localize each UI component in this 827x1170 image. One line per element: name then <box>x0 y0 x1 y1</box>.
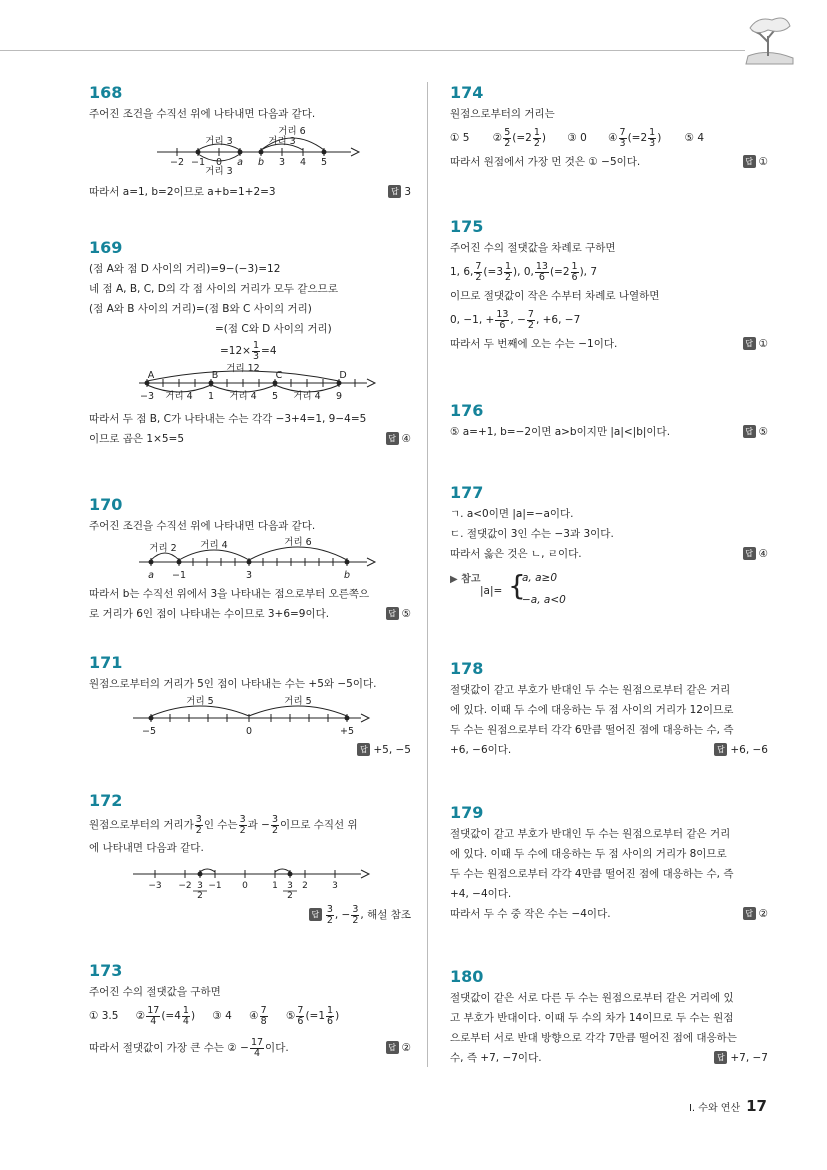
answer <box>714 1048 768 1068</box>
answer <box>388 182 411 202</box>
answer-mark-icon: 답 <box>743 547 756 560</box>
solution-line: 고 부호가 반대이다. 이때 두 수의 차가 14이므로 두 수는 원점 <box>450 1012 734 1024</box>
answer <box>357 740 411 760</box>
solution-line: 절댓값이 같은 서로 다른 두 수는 원점으로부터 같은 거리에 있 <box>450 992 734 1004</box>
answer-value: ① <box>758 156 768 168</box>
choice: ) <box>190 1010 196 1022</box>
choice: ④ <box>249 1010 259 1022</box>
answer <box>743 422 768 442</box>
denominator: 2 <box>505 271 512 283</box>
choice: ④ <box>608 132 618 144</box>
tree-illustration-icon <box>738 8 798 68</box>
choice: (=2 <box>512 132 532 144</box>
problem-179 <box>450 802 768 924</box>
fraction <box>571 262 579 283</box>
distance-label: 거리 2 <box>149 543 177 554</box>
numerator: 17 <box>147 1004 160 1016</box>
solution-text: 따라서 옳은 것은 ㄴ, ㄹ이다. <box>450 548 582 560</box>
answer-value: ⑤ <box>758 426 768 438</box>
tick-label: 2 <box>287 891 293 901</box>
answer-mark-icon: 답 <box>743 907 756 920</box>
solution-text: 인 수는 <box>203 819 238 831</box>
fraction <box>252 341 260 362</box>
denominator: 4 <box>253 1047 261 1059</box>
denominator: 3 <box>619 137 626 149</box>
solution-line: +4, −4이다. <box>450 888 512 900</box>
problem-172 <box>89 790 411 928</box>
distance-label: 거리 4 <box>293 391 321 402</box>
solution-text: 따라서 a=1, b=2이므로 a+b=1+2=3 <box>89 186 276 198</box>
solution-text: 따라서 두 번째에 오는 수는 −1이다. <box>450 338 618 350</box>
answer <box>743 904 768 924</box>
fraction <box>619 128 627 149</box>
solution-line: ㄷ. 절댓값이 3인 수는 −3과 3이다. <box>450 528 614 540</box>
numerator: 3 <box>271 813 278 825</box>
solution-text: 따라서 절댓값이 가장 큰 수는 ② − <box>89 1042 249 1054</box>
solution-line <box>89 812 411 838</box>
tick-label: b <box>257 157 265 168</box>
tick-label: +5 <box>339 726 355 737</box>
solution-text: 수, 즉 +7, −7이다. <box>450 1052 542 1064</box>
tick-label: 0 <box>245 726 253 737</box>
answer-mark-icon: 답 <box>743 337 756 350</box>
problem-number: 172 <box>89 791 123 810</box>
problem-170 <box>89 494 411 624</box>
tick-label: a <box>237 157 243 168</box>
distance-label: 거리 6 <box>278 126 306 137</box>
answer-value: ② <box>758 908 768 920</box>
answer-value: +7, −7 <box>730 1052 768 1064</box>
denominator: 3 <box>649 137 656 149</box>
solution-text: 이므로 곱은 1×5=5 <box>89 433 185 445</box>
numerator: 13 <box>496 308 509 320</box>
tick-label: a <box>148 570 154 581</box>
fraction <box>250 1038 264 1059</box>
answer-mark-icon: 답 <box>388 185 401 198</box>
fraction <box>182 1006 190 1027</box>
solution-line <box>450 544 768 564</box>
page-footer <box>689 1097 767 1115</box>
solution-line <box>89 182 411 202</box>
solution-line <box>450 306 768 334</box>
choice: (=1 <box>305 1010 326 1022</box>
answer-value: , 해설 참조 <box>360 909 411 921</box>
note-case: −a, a<0 <box>522 594 566 606</box>
tick-label: 5 <box>320 157 328 168</box>
numerator: 17 <box>250 1036 264 1048</box>
solution-line: =(점 C와 D 사이의 거리) <box>215 323 332 335</box>
solution-line: 따라서 두 점 B, C가 나타내는 수는 각각 −3+4=1, 9−4=5 <box>89 413 367 425</box>
distance-label: 거리 6 <box>284 537 312 548</box>
solution-text: , +6, −7 <box>535 314 581 326</box>
solution-text: =12× <box>220 345 251 357</box>
solution-line: 에 있다. 이때 두 수에 대응하는 두 점 사이의 거리가 8이므로 <box>450 848 727 860</box>
tick-label: −2 <box>178 881 192 891</box>
tick-label: 3 <box>245 570 253 581</box>
denominator: 2 <box>352 914 359 926</box>
tick-label: 0 <box>215 157 223 168</box>
problem-number: 180 <box>450 967 484 986</box>
solution-line <box>450 258 768 286</box>
choice: ) <box>657 132 662 144</box>
choices-line <box>450 124 768 152</box>
solution-text: ), 7 <box>579 266 598 278</box>
choice: ③ 0 <box>567 132 587 144</box>
denominator: 8 <box>260 1015 267 1027</box>
numerator: 1 <box>571 260 578 272</box>
numerator: 1 <box>649 126 656 138</box>
numerator: 5 <box>504 126 511 138</box>
tick-label: −1 <box>190 157 206 168</box>
problem-176 <box>450 400 768 442</box>
fraction <box>474 262 482 283</box>
problem-175 <box>450 216 768 354</box>
choice: ② <box>135 1010 146 1022</box>
tick-label: 2 <box>197 891 203 901</box>
fraction <box>296 1006 304 1027</box>
answer <box>386 604 411 624</box>
answer-value: ② <box>401 1042 411 1054</box>
solution-line: (점 A와 B 사이의 거리)=(점 B와 C 사이의 거리) <box>89 303 312 315</box>
choice: (=2 <box>627 132 648 144</box>
problem-number: 174 <box>450 83 484 102</box>
column-divider <box>427 82 428 1067</box>
distance-label: 거리 3 <box>268 136 296 147</box>
solution-text: 0, −1, + <box>450 314 495 326</box>
answer-value: 3 <box>404 186 411 198</box>
choice: ② <box>492 132 503 144</box>
solution-line <box>89 429 411 449</box>
problem-180 <box>450 966 768 1068</box>
tick-label: 9 <box>335 391 343 402</box>
solution-text: (=3 <box>483 266 503 278</box>
answer <box>714 740 768 760</box>
numerator: 7 <box>475 260 482 272</box>
numerator: 3 <box>352 903 359 915</box>
fraction <box>535 262 549 283</box>
answer-line <box>89 902 411 928</box>
tick-label: 1 <box>272 881 278 891</box>
answer-value: , − <box>334 909 351 921</box>
fraction <box>326 905 334 926</box>
fraction <box>648 128 656 149</box>
solution-line <box>450 904 768 924</box>
answer-mark-icon: 답 <box>714 1051 727 1064</box>
solution-text: =4 <box>261 345 277 357</box>
distance-label: 거리 5 <box>284 696 312 707</box>
numerator: 3 <box>326 903 333 915</box>
problem-number: 175 <box>450 217 484 236</box>
solution-text: , − <box>510 314 526 326</box>
numerator: 3 <box>239 813 246 825</box>
denominator: 2 <box>195 824 202 836</box>
brace-icon: { <box>508 569 526 602</box>
solution-line: 주어진 수의 절댓값을 구하면 <box>89 986 221 998</box>
solution-line: (점 A와 점 D 사이의 거리)=9−(−3)=12 <box>89 263 281 275</box>
fraction <box>533 128 541 149</box>
tick-label: −2 <box>169 157 185 168</box>
answer-value: ④ <box>758 548 768 560</box>
problem-number: 168 <box>89 83 123 102</box>
numerator: 1 <box>182 1004 189 1016</box>
problem-178 <box>450 658 768 760</box>
solution-line: 절댓값이 같고 부호가 반대인 두 수는 원점으로부터 같은 거리 <box>450 684 731 696</box>
distance-label: 거리 4 <box>165 391 193 402</box>
solution-line: 주어진 수의 절댓값을 차례로 구하면 <box>450 242 616 254</box>
problem-169 <box>89 237 411 449</box>
distance-label: 거리 3 <box>205 166 233 176</box>
tick-label: −5 <box>141 726 157 737</box>
fraction <box>351 905 359 926</box>
solution-text: ⑤ a=+1, b=−2이면 a>b이지만 |a|<|b|이다. <box>450 426 671 438</box>
solution-line: 에 있다. 이때 두 수에 대응하는 두 점 사이의 거리가 12이므로 <box>450 704 734 716</box>
numerator: 1 <box>505 260 512 272</box>
number-line-171 <box>89 694 411 740</box>
solution-text: 따라서 두 수 중 작은 수는 −4이다. <box>450 908 611 920</box>
tick-label: 3 <box>287 881 293 891</box>
solution-line <box>89 604 411 624</box>
note-label: ▶ 참고 <box>450 574 481 585</box>
denominator: 2 <box>533 137 540 149</box>
denominator: 2 <box>271 824 278 836</box>
tick-label: −3 <box>139 391 155 402</box>
tick-label: 4 <box>299 157 307 168</box>
header-rule <box>0 50 745 51</box>
numerator: 1 <box>327 1004 334 1016</box>
answer-mark-icon: 답 <box>714 743 727 756</box>
problem-number: 179 <box>450 803 484 822</box>
solution-line: 두 수는 원점으로부터 각각 6만큼 떨어진 점에 대응하는 수, 즉 <box>450 724 734 736</box>
tick-label: b <box>343 570 351 581</box>
solution-text: 따라서 원점에서 가장 먼 것은 ① −5이다. <box>450 156 641 168</box>
choices-line <box>89 1002 411 1030</box>
denominator: 2 <box>527 319 534 331</box>
answer-value: +5, −5 <box>373 744 411 756</box>
solution-line: 원점으로부터의 거리가 5인 점이 나타내는 수는 +5와 −5이다. <box>89 678 377 690</box>
denominator: 2 <box>504 137 511 149</box>
choice: ③ 4 <box>212 1010 232 1022</box>
problem-177 <box>450 482 768 614</box>
tick-label: 2 <box>302 881 308 891</box>
tick-label: 3 <box>278 157 286 168</box>
number-line-172 <box>89 858 411 902</box>
tick-label: 3 <box>332 881 338 891</box>
solution-text: (=2 <box>549 266 570 278</box>
solution-line: 따라서 b는 수직선 위에서 3을 나타내는 점으로부터 오른쪽으 <box>89 588 370 600</box>
distance-label: 거리 12 <box>226 363 260 374</box>
answer <box>743 334 768 354</box>
fraction <box>271 815 279 836</box>
solution-line: 두 수는 원점으로부터 각각 4만큼 떨어진 점에 대응하는 수, 즉 <box>450 868 734 880</box>
solution-line <box>450 1048 768 1068</box>
answer <box>386 1034 411 1062</box>
solution-line: 주어진 조건을 수직선 위에 나타내면 다음과 같다. <box>89 108 316 120</box>
number-line-168 <box>89 124 411 176</box>
solution-line <box>89 339 411 363</box>
problem-168 <box>89 82 411 202</box>
answer <box>743 152 768 172</box>
tick-label: 1 <box>207 391 215 402</box>
solution-text: 이므로 수직선 위 <box>279 819 358 831</box>
numerator: 7 <box>260 1004 267 1016</box>
fraction <box>195 815 203 836</box>
solution-text: 과 − <box>247 819 270 831</box>
solution-text: 1, 6, <box>450 266 474 278</box>
denominator: 6 <box>499 319 506 331</box>
choice: ① 3.5 <box>89 1010 119 1022</box>
tick-label: −1 <box>171 570 187 581</box>
fraction <box>326 1006 334 1027</box>
answer-line <box>89 740 411 760</box>
denominator: 4 <box>150 1015 157 1027</box>
choice: ⑤ 4 <box>684 132 705 144</box>
fraction <box>504 262 512 283</box>
point-label: C <box>275 370 283 381</box>
page-number: 17 <box>746 1097 767 1115</box>
problem-171 <box>89 652 411 760</box>
note-formula: |a|= <box>480 585 503 597</box>
answer-mark-icon: 답 <box>386 1041 399 1054</box>
denominator: 2 <box>475 271 482 283</box>
answer-value: ④ <box>401 433 411 445</box>
fraction <box>260 1006 268 1027</box>
choice: ) <box>335 1010 340 1022</box>
solution-line: 이므로 절댓값이 작은 수부터 차례로 나열하면 <box>450 290 660 302</box>
fraction <box>527 310 535 331</box>
numerator: 7 <box>527 308 534 320</box>
solution-line <box>450 422 768 442</box>
solution-text: ), 0, <box>513 266 534 278</box>
distance-label: 거리 4 <box>200 540 228 551</box>
point-label: D <box>339 370 347 381</box>
point-label: B <box>211 370 219 381</box>
answer <box>386 429 411 449</box>
solution-line: 절댓값이 같고 부호가 반대인 두 수는 원점으로부터 같은 거리 <box>450 828 731 840</box>
fraction <box>495 310 509 331</box>
distance-label: 거리 4 <box>229 391 257 402</box>
answer-mark-icon: 답 <box>357 743 370 756</box>
denominator: 6 <box>327 1015 334 1027</box>
denominator: 6 <box>538 271 545 283</box>
solution-line: 원점으로부터의 거리는 <box>450 108 555 120</box>
choice: (=4 <box>161 1010 181 1022</box>
problem-number: 178 <box>450 659 484 678</box>
choice: ) <box>541 132 546 144</box>
solution-line: ㄱ. a<0이면 |a|=−a이다. <box>450 508 574 520</box>
problem-number: 173 <box>89 961 123 980</box>
numerator: 13 <box>535 260 548 272</box>
denominator: 2 <box>239 824 246 836</box>
tick-label: 3 <box>197 881 203 891</box>
solution-line: 주어진 조건을 수직선 위에 나타내면 다음과 같다. <box>89 520 316 532</box>
fraction <box>503 128 511 149</box>
note-case: a, a≥0 <box>522 572 558 584</box>
problem-number: 176 <box>450 401 484 420</box>
note-box <box>450 570 768 614</box>
solution-text: 로 거리가 6인 점이 나타내는 수이므로 3+6=9이다. <box>89 608 330 620</box>
solution-text: +6, −6이다. <box>450 744 512 756</box>
note-text: 참고 <box>461 574 481 585</box>
answer-value: +6, −6 <box>730 744 768 756</box>
answer-mark-icon: 답 <box>386 607 399 620</box>
denominator: 6 <box>297 1015 304 1027</box>
numerator: 1 <box>533 126 540 138</box>
solution-line <box>89 1034 411 1062</box>
problem-174 <box>450 82 768 172</box>
problem-number: 170 <box>89 495 123 514</box>
fraction <box>146 1006 160 1027</box>
denominator: 6 <box>571 271 578 283</box>
solution-line: 네 점 A, B, C, D의 각 점 사이의 거리가 모두 같으므로 <box>89 283 338 295</box>
tick-label: 0 <box>242 881 248 891</box>
denominator: 2 <box>326 914 333 926</box>
solution-line <box>450 152 768 172</box>
solution-text: 원점으로부터의 거리가 <box>89 819 194 831</box>
numerator: 7 <box>297 1004 304 1016</box>
fraction <box>239 815 247 836</box>
chapter-label: Ⅰ. 수와 연산 <box>688 1103 741 1114</box>
solution-line: 에 나타내면 다음과 같다. <box>89 842 204 854</box>
tick-label: 5 <box>271 391 279 402</box>
choice: ⑤ <box>285 1010 296 1022</box>
tick-label: −1 <box>208 881 222 891</box>
solution-line: 으로부터 서로 반대 방향으로 각각 7만큼 떨어진 점에 대응하는 <box>450 1032 737 1044</box>
denominator: 3 <box>252 350 260 362</box>
numerator: 1 <box>252 339 260 351</box>
distance-label: 거리 5 <box>186 696 214 707</box>
numerator: 7 <box>619 126 626 138</box>
answer <box>309 902 411 928</box>
numerator: 3 <box>195 813 202 825</box>
answer <box>743 544 768 564</box>
point-label: A <box>147 370 155 381</box>
number-line-169 <box>89 363 411 409</box>
solution-line <box>450 740 768 760</box>
tick-label: −3 <box>148 881 162 891</box>
answer-value: ⑤ <box>401 608 411 620</box>
choice: ① 5 <box>450 132 470 144</box>
solution-text: 이다. <box>265 1042 289 1054</box>
answer-mark-icon: 답 <box>309 908 322 921</box>
problem-number: 171 <box>89 653 123 672</box>
denominator: 4 <box>182 1015 189 1027</box>
answer-mark-icon: 답 <box>386 432 399 445</box>
answer-mark-icon: 답 <box>743 425 756 438</box>
number-line-170 <box>89 536 411 584</box>
distance-label: 거리 3 <box>205 136 233 147</box>
problem-number: 177 <box>450 483 484 502</box>
answer-value: ① <box>758 338 768 350</box>
solution-line <box>450 334 768 354</box>
problem-173 <box>89 960 411 1062</box>
answer-mark-icon: 답 <box>743 155 756 168</box>
problem-number: 169 <box>89 238 123 257</box>
